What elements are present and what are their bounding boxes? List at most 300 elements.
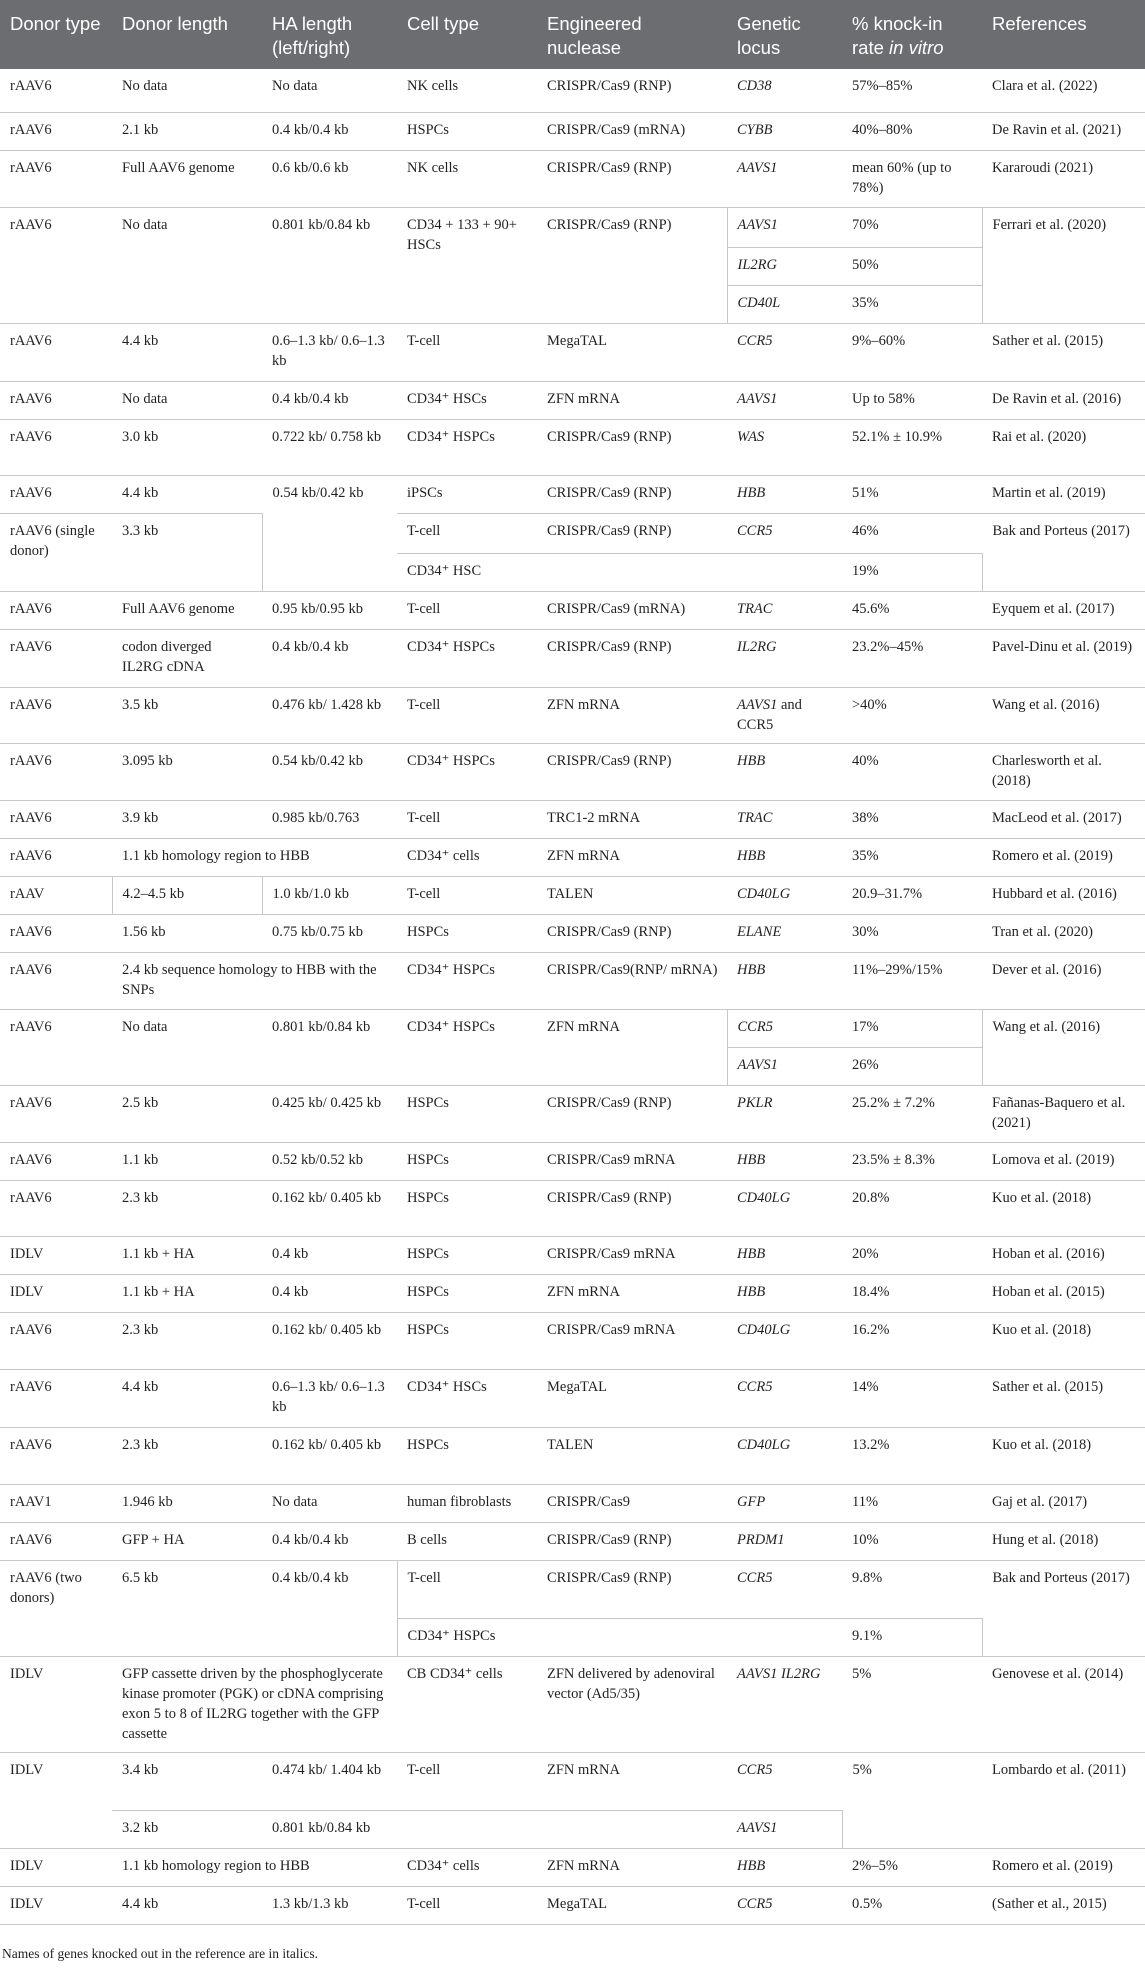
- col-locus: Genetic locus: [727, 0, 842, 69]
- reference-cell: Kuo et al. (2018): [982, 1180, 1145, 1236]
- donor-type-cell: IDLV: [0, 1656, 112, 1752]
- ha-length-cell: No data: [262, 1484, 397, 1522]
- table-row: [0, 1236, 1145, 1274]
- locus-cell: CCR5: [727, 323, 842, 381]
- donor-type-cell: rAAV6: [0, 1369, 112, 1427]
- ha-length-cell: 0.4 kb/0.4 kb: [262, 629, 397, 687]
- ha-length-cell: 0.4 kb/0.4 kb: [262, 112, 397, 150]
- table-row: [0, 1522, 1145, 1560]
- reference-cell: Hoban et al. (2016): [982, 1236, 1145, 1274]
- rate-cell: 20.8%: [842, 1180, 982, 1236]
- reference-cell: Bak and Porteus (2017): [982, 1560, 1145, 1656]
- ha-length-cell: 0.162 kb/ 0.405 kb: [262, 1312, 397, 1369]
- cell-type-cell: [397, 1810, 537, 1848]
- rate-cell: 50%: [842, 247, 982, 285]
- donor-type-cell: rAAV6: [0, 419, 112, 475]
- nuclease-cell: ZFN mRNA: [537, 1274, 727, 1312]
- rate-cell: 25.2% ± 7.2%: [842, 1085, 982, 1142]
- rate-cell: 52.1% ± 10.9%: [842, 419, 982, 475]
- cell-type-cell: CD34⁺ HSPCs: [397, 1618, 537, 1656]
- donor-type-cell: rAAV6 (two donors): [0, 1560, 112, 1656]
- donor-type-cell: IDLV: [0, 1848, 112, 1886]
- table-row: [0, 1886, 1145, 1924]
- locus-cell: [727, 1618, 842, 1656]
- ha-length-cell: 0.722 kb/ 0.758 kb: [262, 419, 397, 475]
- nuclease-cell: CRISPR/Cas9 (mRNA): [537, 112, 727, 150]
- ha-length-cell: 0.4 kb: [262, 1236, 397, 1274]
- ha-length-cell: 0.54 kb/0.42 kb: [262, 475, 397, 591]
- locus-cell: CD40LG: [727, 1427, 842, 1484]
- donor-length-cell: 2.3 kb: [112, 1180, 262, 1236]
- table-row: [0, 1274, 1145, 1312]
- donor-type-cell: IDLV: [0, 1886, 112, 1924]
- table-row: [0, 381, 1145, 419]
- nuclease-cell: ZFN mRNA: [537, 838, 727, 876]
- donor-type-cell: rAAV6: [0, 1085, 112, 1142]
- rate-cell: 20%: [842, 1236, 982, 1274]
- donor-length-cell: Full AAV6 genome: [112, 591, 262, 629]
- rate-cell: 11%: [842, 1484, 982, 1522]
- locus-cell: PKLR: [727, 1085, 842, 1142]
- reference-cell: (Sather et al., 2015): [982, 1886, 1145, 1924]
- ha-length-cell: 1.3 kb/1.3 kb: [262, 1886, 397, 1924]
- nuclease-cell: CRISPR/Cas9 (RNP): [537, 69, 727, 112]
- col-cell-type: Cell type: [397, 0, 537, 69]
- rate-cell: 57%–85%: [842, 69, 982, 112]
- ha-length-cell: 0.6–1.3 kb/ 0.6–1.3 kb: [262, 1369, 397, 1427]
- locus-cell: AAVS1: [727, 207, 842, 247]
- donor-type-cell: rAAV6: [0, 475, 112, 513]
- cell-type-cell: T-cell: [397, 591, 537, 629]
- locus-cell: CD40LG: [727, 1312, 842, 1369]
- reference-cell: Romero et al. (2019): [982, 1848, 1145, 1886]
- locus-cell: HBB: [727, 743, 842, 800]
- cell-type-cell: CD34⁺ HSCs: [397, 381, 537, 419]
- locus-cell: GFP: [727, 1484, 842, 1522]
- cell-type-cell: CD34⁺ HSC: [397, 553, 537, 591]
- donor-length-cell: 1.1 kb + HA: [112, 1236, 262, 1274]
- col-nuclease: Engineered nuclease: [537, 0, 727, 69]
- locus-cell: CCR5: [727, 513, 842, 553]
- rate-cell: 46%: [842, 513, 982, 553]
- donor-length-cell: No data: [112, 207, 262, 323]
- donor-type-cell: rAAV6: [0, 743, 112, 800]
- ha-length-cell: 0.6 kb/0.6 kb: [262, 150, 397, 207]
- reference-cell: Hoban et al. (2015): [982, 1274, 1145, 1312]
- nuclease-cell: CRISPR/Cas9 (RNP): [537, 419, 727, 475]
- table-row: [0, 513, 1145, 553]
- nuclease-cell: TALEN: [537, 876, 727, 914]
- rate-cell: 5%: [842, 1656, 982, 1752]
- reference-cell: Eyquem et al. (2017): [982, 591, 1145, 629]
- locus-cell: CCR5: [727, 1369, 842, 1427]
- rate-cell: 40%: [842, 743, 982, 800]
- cell-type-cell: CD34 + 133 + 90+ HSCs: [397, 207, 537, 323]
- reference-cell: Hubbard et al. (2016): [982, 876, 1145, 914]
- table-row: [0, 475, 1145, 513]
- table-row: [0, 1484, 1145, 1522]
- donor-type-cell: rAAV6: [0, 591, 112, 629]
- donor-type-cell: rAAV6: [0, 687, 112, 743]
- ha-length-cell: 0.162 kb/ 0.405 kb: [262, 1427, 397, 1484]
- nuclease-cell: CRISPR/Cas9 (RNP): [537, 629, 727, 687]
- nuclease-cell: CRISPR/Cas9 (RNP): [537, 1180, 727, 1236]
- nuclease-cell: ZFN delivered by adenoviral vector (Ad5/35): [537, 1656, 727, 1752]
- cell-type-cell: T-cell: [397, 800, 537, 838]
- nuclease-cell: CRISPR/Cas9 (RNP): [537, 743, 727, 800]
- reference-cell: Pavel-Dinu et al. (2019): [982, 629, 1145, 687]
- cell-type-cell: CD34⁺ HSPCs: [397, 629, 537, 687]
- donor-type-cell: rAAV6 (single donor): [0, 513, 112, 591]
- donor-type-cell: rAAV6: [0, 150, 112, 207]
- cell-type-cell: HSPCs: [397, 1427, 537, 1484]
- donor-length-cell: 2.3 kb: [112, 1427, 262, 1484]
- table-row: [0, 207, 1145, 247]
- donor-type-cell: rAAV6: [0, 1180, 112, 1236]
- locus-cell: CCR5: [727, 1560, 842, 1618]
- rate-cell: >40%: [842, 687, 982, 743]
- rate-cell: 14%: [842, 1369, 982, 1427]
- nuclease-cell: ZFN mRNA: [537, 381, 727, 419]
- table-row: [0, 914, 1145, 952]
- table-row: [0, 952, 1145, 1009]
- locus-cell: TRAC: [727, 591, 842, 629]
- locus-cell: CCR5: [727, 1752, 842, 1810]
- donor-length-cell: 6.5 kb: [112, 1560, 262, 1656]
- reference-cell: Genovese et al. (2014): [982, 1656, 1145, 1752]
- cell-type-cell: CD34⁺ cells: [397, 1848, 537, 1886]
- rate-cell: 45.6%: [842, 591, 982, 629]
- locus-cell: HBB: [727, 1848, 842, 1886]
- donor-length-cell: 3.0 kb: [112, 419, 262, 475]
- reference-cell: Ferrari et al. (2020): [982, 207, 1145, 323]
- cell-type-cell: B cells: [397, 1522, 537, 1560]
- ha-length-cell: 0.985 kb/0.763: [262, 800, 397, 838]
- locus-cell: AAVS1: [727, 381, 842, 419]
- donor-length-cell: Full AAV6 genome: [112, 150, 262, 207]
- donor-type-cell: rAAV6: [0, 1427, 112, 1484]
- table-row: [0, 687, 1145, 743]
- table-row: [0, 1312, 1145, 1369]
- reference-cell: Lomova et al. (2019): [982, 1142, 1145, 1180]
- donor-type-cell: rAAV6: [0, 69, 112, 112]
- table-row: [0, 112, 1145, 150]
- nuclease-cell: CRISPR/Cas9 mRNA: [537, 1142, 727, 1180]
- donor-length-cell: 2.1 kb: [112, 112, 262, 150]
- reference-cell: Sather et al. (2015): [982, 323, 1145, 381]
- table-row: [0, 1656, 1145, 1752]
- donor-length-cell: 1.946 kb: [112, 1484, 262, 1522]
- donor-type-cell: rAAV6: [0, 800, 112, 838]
- col-references: References: [982, 0, 1145, 69]
- rate-cell: 9%–60%: [842, 323, 982, 381]
- col-rate: % knock-in rate in vitro: [842, 0, 982, 69]
- donor-length-cell: No data: [112, 381, 262, 419]
- donor-type-cell: rAAV1: [0, 1484, 112, 1522]
- reference-cell: Lombardo et al. (2011): [982, 1752, 1145, 1848]
- locus-cell: HBB: [727, 838, 842, 876]
- donor-type-cell: rAAV6: [0, 323, 112, 381]
- table-row: [0, 69, 1145, 112]
- nuclease-cell: ZFN mRNA: [537, 1009, 727, 1085]
- rate-cell: 38%: [842, 800, 982, 838]
- reference-cell: Hung et al. (2018): [982, 1522, 1145, 1560]
- rate-cell: 13.2%: [842, 1427, 982, 1484]
- rate-cell: 11%–29%/15%: [842, 952, 982, 1009]
- nuclease-cell: CRISPR/Cas9 mRNA: [537, 1236, 727, 1274]
- cell-type-cell: CD34⁺ cells: [397, 838, 537, 876]
- donor-length-cell: 1.1 kb homology region to HBB: [112, 838, 397, 876]
- cell-type-cell: NK cells: [397, 150, 537, 207]
- donor-length-cell: 3.9 kb: [112, 800, 262, 838]
- table-footnote: Names of genes knocked out in the reference are in italics.: [2, 1946, 318, 1961]
- rate-cell: 10%: [842, 1522, 982, 1560]
- cell-type-cell: iPSCs: [397, 475, 537, 513]
- nuclease-cell: CRISPR/Cas9 (RNP): [537, 150, 727, 207]
- reference-cell: Rai et al. (2020): [982, 419, 1145, 475]
- cell-type-cell: HSPCs: [397, 1236, 537, 1274]
- table-row: [0, 629, 1145, 687]
- ha-length-cell: 0.801 kb/0.84 kb: [262, 1810, 397, 1848]
- cell-type-cell: HSPCs: [397, 1085, 537, 1142]
- donor-type-cell: rAAV6: [0, 952, 112, 1009]
- table-row: [0, 1427, 1145, 1484]
- ha-length-cell: 0.4 kb/0.4 kb: [262, 1522, 397, 1560]
- rate-cell: Up to 58%: [842, 381, 982, 419]
- ha-length-cell: 0.474 kb/ 1.404 kb: [262, 1752, 397, 1810]
- locus-cell: HBB: [727, 952, 842, 1009]
- donor-length-cell: codon diverged IL2RG cDNA: [112, 629, 262, 687]
- table-row: [0, 419, 1145, 475]
- rate-cell: 20.9–31.7%: [842, 876, 982, 914]
- donor-type-cell: rAAV6: [0, 914, 112, 952]
- donor-type-cell: IDLV: [0, 1236, 112, 1274]
- header-row: [0, 0, 1145, 69]
- donor-type-cell: rAAV6: [0, 381, 112, 419]
- table-row: [0, 150, 1145, 207]
- donor-length-cell: 4.4 kb: [112, 323, 262, 381]
- nuclease-cell: CRISPR/Cas9 (RNP): [537, 207, 727, 323]
- table-row: [0, 876, 1145, 914]
- donor-length-cell: 3.4 kb: [112, 1752, 262, 1810]
- nuclease-cell: CRISPR/Cas9 (RNP): [537, 513, 727, 553]
- donor-length-cell: 1.1 kb + HA: [112, 1274, 262, 1312]
- rate-cell: 40%–80%: [842, 112, 982, 150]
- locus-cell: IL2RG: [727, 629, 842, 687]
- locus-cell: HBB: [727, 1274, 842, 1312]
- ha-length-cell: 0.52 kb/0.52 kb: [262, 1142, 397, 1180]
- table-row: [0, 1848, 1145, 1886]
- ha-length-cell: 0.4 kb/0.4 kb: [262, 381, 397, 419]
- cell-type-cell: HSPCs: [397, 914, 537, 952]
- donor-length-cell: 4.4 kb: [112, 475, 262, 513]
- ha-length-cell: 0.801 kb/0.84 kb: [262, 1009, 397, 1085]
- table-row: [0, 591, 1145, 629]
- ha-length-cell: 0.162 kb/ 0.405 kb: [262, 1180, 397, 1236]
- donor-length-cell: No data: [112, 1009, 262, 1085]
- donor-length-cell: 4.4 kb: [112, 1886, 262, 1924]
- donor-length-cell: GFP cassette driven by the phosphoglycerate kinase promoter (PGK) or cDNA comprising exon 5 to 8 of IL2RG together with the GFP cassette: [112, 1656, 397, 1752]
- nuclease-cell: [537, 1810, 727, 1848]
- locus-cell: PRDM1: [727, 1522, 842, 1560]
- reference-cell: Kuo et al. (2018): [982, 1312, 1145, 1369]
- locus-cell: WAS: [727, 419, 842, 475]
- rate-cell: 23.5% ± 8.3%: [842, 1142, 982, 1180]
- locus-cell: TRAC: [727, 800, 842, 838]
- donor-length-cell: 1.1 kb: [112, 1142, 262, 1180]
- cell-type-cell: T-cell: [397, 513, 537, 553]
- nuclease-cell: ZFN mRNA: [537, 1848, 727, 1886]
- cell-type-cell: T-cell: [397, 1560, 537, 1618]
- donor-type-cell: IDLV: [0, 1274, 112, 1312]
- cell-type-cell: CD34⁺ HSPCs: [397, 743, 537, 800]
- donor-length-cell: 4.4 kb: [112, 1369, 262, 1427]
- nuclease-cell: CRISPR/Cas9 (mRNA): [537, 591, 727, 629]
- rate-cell: 9.8%: [842, 1560, 982, 1618]
- ha-length-cell: 0.95 kb/0.95 kb: [262, 591, 397, 629]
- nuclease-cell: MegaTAL: [537, 1369, 727, 1427]
- locus-cell: ELANE: [727, 914, 842, 952]
- locus-cell: CD38: [727, 69, 842, 112]
- cell-type-cell: T-cell: [397, 1752, 537, 1810]
- cell-type-cell: HSPCs: [397, 1180, 537, 1236]
- locus-cell: HBB: [727, 1236, 842, 1274]
- ha-length-cell: 0.6–1.3 kb/ 0.6–1.3 kb: [262, 323, 397, 381]
- locus-cell: AAVS1: [727, 1810, 842, 1848]
- locus-cell: [727, 553, 842, 591]
- donor-length-cell: 2.3 kb: [112, 1312, 262, 1369]
- nuclease-cell: CRISPR/Cas9(RNP/ mRNA): [537, 952, 727, 1009]
- ha-length-cell: 1.0 kb/1.0 kb: [262, 876, 397, 914]
- locus-cell: CD40LG: [727, 876, 842, 914]
- donor-type-cell: IDLV: [0, 1752, 112, 1848]
- donor-length-cell: 3.095 kb: [112, 743, 262, 800]
- donor-type-cell: rAAV6: [0, 629, 112, 687]
- table-row: [0, 1180, 1145, 1236]
- cell-type-cell: T-cell: [397, 323, 537, 381]
- reference-cell: Kuo et al. (2018): [982, 1427, 1145, 1484]
- ha-length-cell: 0.54 kb/0.42 kb: [262, 743, 397, 800]
- table-row: [0, 800, 1145, 838]
- ha-length-cell: 0.476 kb/ 1.428 kb: [262, 687, 397, 743]
- reference-cell: Clara et al. (2022): [982, 69, 1145, 112]
- table-row: [0, 743, 1145, 800]
- donor-length-cell: No data: [112, 69, 262, 112]
- nuclease-cell: ZFN mRNA: [537, 1752, 727, 1810]
- table-row: [0, 1009, 1145, 1047]
- rate-cell: 2%–5%: [842, 1848, 982, 1886]
- reference-cell: Charlesworth et al. (2018): [982, 743, 1145, 800]
- cell-type-cell: NK cells: [397, 69, 537, 112]
- donor-length-cell: GFP + HA: [112, 1522, 262, 1560]
- nuclease-cell: CRISPR/Cas9 (RNP): [537, 1522, 727, 1560]
- donor-type-cell: rAAV6: [0, 1009, 112, 1085]
- cell-type-cell: CD34⁺ HSPCs: [397, 952, 537, 1009]
- nuclease-cell: ZFN mRNA: [537, 687, 727, 743]
- rate-cell: 70%: [842, 207, 982, 247]
- nuclease-cell: CRISPR/Cas9 (RNP): [537, 914, 727, 952]
- reference-cell: Wang et al. (2016): [982, 1009, 1145, 1085]
- donor-type-cell: rAAV: [0, 876, 112, 914]
- rate-cell: 23.2%–45%: [842, 629, 982, 687]
- rate-cell: 9.1%: [842, 1618, 982, 1656]
- donor-type-cell: rAAV6: [0, 1312, 112, 1369]
- reference-cell: Romero et al. (2019): [982, 838, 1145, 876]
- reference-cell: Gaj et al. (2017): [982, 1484, 1145, 1522]
- locus-cell: CD40LG: [727, 1180, 842, 1236]
- locus-cell: AAVS1: [727, 1047, 842, 1085]
- locus-cell: CD40L: [727, 285, 842, 323]
- locus-cell: CYBB: [727, 112, 842, 150]
- nuclease-cell: MegaTAL: [537, 1886, 727, 1924]
- table-row: [0, 1560, 1145, 1618]
- nuclease-cell: TRC1-2 mRNA: [537, 800, 727, 838]
- donor-type-cell: rAAV6: [0, 838, 112, 876]
- reference-cell: Wang et al. (2016): [982, 687, 1145, 743]
- reference-cell: Kararoudi (2021): [982, 150, 1145, 207]
- ha-length-cell: 0.4 kb/0.4 kb: [262, 1560, 397, 1656]
- reference-cell: MacLeod et al. (2017): [982, 800, 1145, 838]
- donor-length-cell: 4.2–4.5 kb: [112, 876, 262, 914]
- ha-length-cell: No data: [262, 69, 397, 112]
- donor-length-cell: 3.3 kb: [112, 513, 262, 591]
- locus-cell: CCR5: [727, 1886, 842, 1924]
- reference-cell: Tran et al. (2020): [982, 914, 1145, 952]
- cell-type-cell: CD34⁺ HSPCs: [397, 1009, 537, 1085]
- rate-cell: 35%: [842, 838, 982, 876]
- ha-length-cell: 0.4 kb: [262, 1274, 397, 1312]
- donor-length-cell: 1.1 kb homology region to HBB: [112, 1848, 397, 1886]
- donor-type-cell: rAAV6: [0, 1522, 112, 1560]
- rate-cell: 35%: [842, 285, 982, 323]
- locus-cell: AAVS1 and CCR5: [727, 687, 842, 743]
- cell-type-cell: CD34⁺ HSPCs: [397, 419, 537, 475]
- reference-cell: De Ravin et al. (2021): [982, 112, 1145, 150]
- rate-cell: 30%: [842, 914, 982, 952]
- nuclease-cell: [537, 1618, 727, 1656]
- nuclease-cell: CRISPR/Cas9: [537, 1484, 727, 1522]
- ha-length-cell: 0.425 kb/ 0.425 kb: [262, 1085, 397, 1142]
- cell-type-cell: T-cell: [397, 876, 537, 914]
- donor-length-cell: 3.2 kb: [112, 1810, 262, 1848]
- donor-length-cell: 2.5 kb: [112, 1085, 262, 1142]
- locus-cell: IL2RG: [727, 247, 842, 285]
- cell-type-cell: HSPCs: [397, 1142, 537, 1180]
- donor-length-cell: 2.4 kb sequence homology to HBB with the SNPs: [112, 952, 397, 1009]
- locus-cell: CCR5: [727, 1009, 842, 1047]
- reference-cell: De Ravin et al. (2016): [982, 381, 1145, 419]
- rate-cell: mean 60% (up to 78%): [842, 150, 982, 207]
- donor-type-cell: rAAV6: [0, 207, 112, 323]
- donor-type-cell: rAAV6: [0, 1142, 112, 1180]
- locus-cell: AAVS1: [727, 150, 842, 207]
- cell-type-cell: HSPCs: [397, 1274, 537, 1312]
- col-donor-type: Donor type: [0, 0, 112, 69]
- rate-cell: 26%: [842, 1047, 982, 1085]
- cell-type-cell: CD34⁺ HSCs: [397, 1369, 537, 1427]
- table-row: [0, 1369, 1145, 1427]
- donor-length-cell: 3.5 kb: [112, 687, 262, 743]
- table-row: [0, 323, 1145, 381]
- donor-length-cell: 1.56 kb: [112, 914, 262, 952]
- cell-type-cell: human fibroblasts: [397, 1484, 537, 1522]
- reference-cell: Sather et al. (2015): [982, 1369, 1145, 1427]
- nuclease-cell: TALEN: [537, 1427, 727, 1484]
- col-ha-length: HA length (left/right): [262, 0, 397, 69]
- nuclease-cell: CRISPR/Cas9 (RNP): [537, 1085, 727, 1142]
- cell-type-cell: T-cell: [397, 1886, 537, 1924]
- ha-length-cell: 0.75 kb/0.75 kb: [262, 914, 397, 952]
